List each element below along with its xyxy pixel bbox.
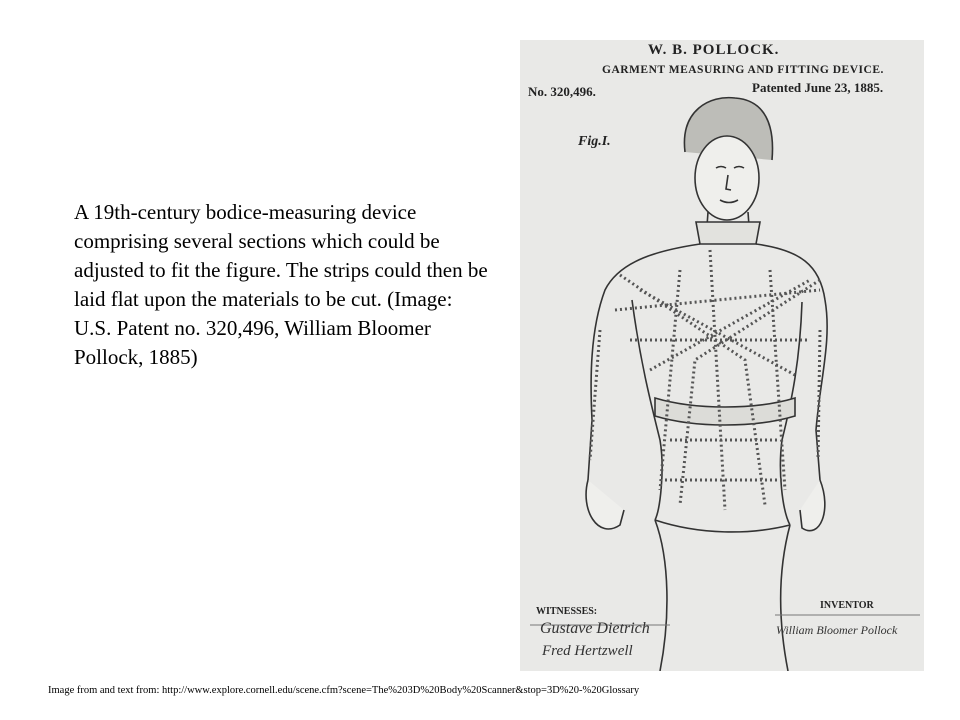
patent-number: No. 320,496. (528, 84, 596, 99)
witness-signature-2: Fred Hertzwell (542, 643, 633, 659)
source-note: Image from and text from: http://www.explore.cornell.edu/scene.cfm?scene=The%203D%20Body%20Scanner&stop=3D%20-%20Glossary (48, 685, 640, 696)
patent-illustration (520, 40, 924, 671)
patent-date: Patented June 23, 1885. (752, 80, 884, 95)
caption-text: A 19th-century bodice-measuring device comprising several sections which could be adjusted to fit the figure. The strips could then be laid flat upon the materials to be cut. (Image: U.S. Patent no. 320,496, William Bloomer Pollock, 1885) (74, 200, 488, 369)
witnesses-label: WITNESSES: (536, 606, 598, 617)
patent-inventor-name: W. B. POLLOCK. (648, 42, 780, 58)
patent-title: GARMENT MEASURING AND FITTING DEVICE. (602, 64, 884, 76)
inventor-label: INVENTOR (820, 600, 874, 611)
witness-signature-1: Gustave Dietrich (540, 620, 650, 637)
inventor-signature: William Bloomer Pollock (776, 623, 898, 637)
figure-label: Fig.I. (578, 134, 611, 149)
